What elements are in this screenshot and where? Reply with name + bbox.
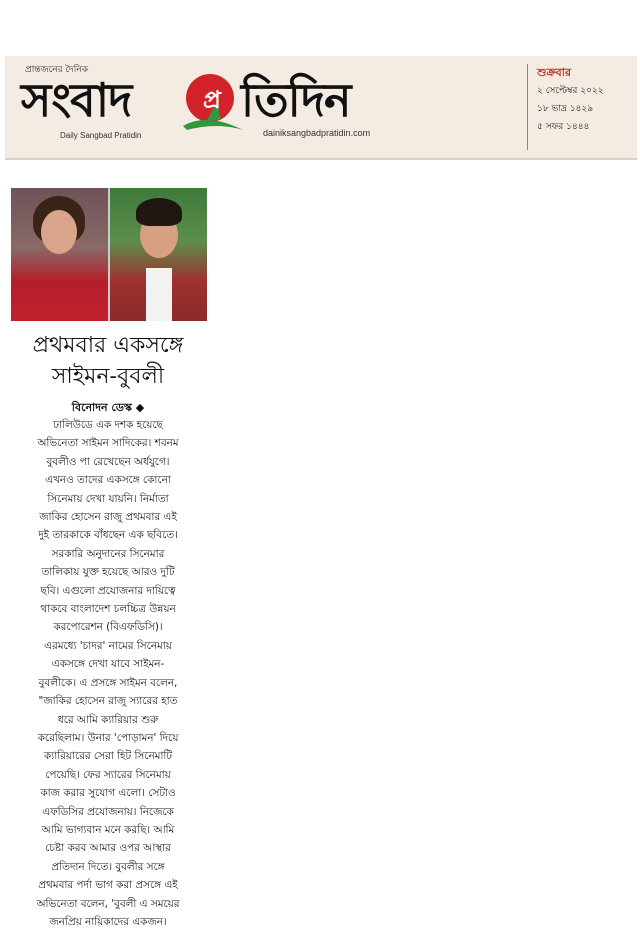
body-line: সরকারি অনুদানের সিনেমার [51,547,165,560]
date-gregorian: ২ সেপ্টেম্বর ২০২২ [537,86,604,96]
body-line: ধরে আমি ক্যারিয়ার শুরু [57,713,159,726]
body-line: জাকির হোসেন রাজু প্রথমবার এই [39,511,177,524]
newspaper-header [5,56,637,160]
body-line: এরমধ্যে 'চাদর' নামের সিনেমায় [44,639,172,652]
body-line: একসঙ্গে দেখা যাবে সাইমন- [51,658,165,671]
body-line: সিনেমায় দেখা যায়নি। নির্মাতা [47,492,169,505]
headline-line-2: সাইমন-বুবলী [51,364,165,389]
english-name: Daily Sangbad Pratidin [60,131,142,140]
body-line: ক্যারিয়ারের সেরা হিট সিনেমাটি [43,750,173,763]
website: dainiksangbadpratidin.com [263,128,371,138]
photo-actor-hair [136,198,182,226]
body-line: আমি ভাগ্যবান মনে করছি। আমি [41,823,175,836]
body-line: তালিকায় যুক্ত হয়েছে আরও দুটি [41,566,175,579]
body-line: ছবি। এগুলো প্রযোজনার দায়িত্বে [40,584,176,597]
body-line: কাজ করার সুযোগ এলো। সেটাও [40,787,176,800]
body-line: বুবলীও পা রেখেছেন অর্ধযুগে। [46,455,170,468]
photo-actress-face [41,210,77,254]
body-line: প্রথমবার পর্দা ভাগ করা প্রসঙ্গে এই [38,879,178,892]
body-line: এখনও তাদের একসঙ্গে কোনো [45,474,171,487]
body-line: অভিনেতা সাইমন সাদিকের। শবনম [37,437,179,450]
body-line: বুবলীকে। এ প্রসঙ্গে সাইমন বলেন, [38,676,178,689]
body-line: চেষ্টা করব আমার ওপর আস্থার [45,842,171,855]
date-block [537,64,637,136]
body-line: করপোরেশন (বিএফডিসি)। [53,621,163,634]
photo-actor [110,188,207,321]
body-line: পেয়েছি। ফের স্যারের সিনেমায় [45,768,171,781]
masthead-right: তিদিন [241,73,351,127]
headline-line-1: প্রথমবার একসঙ্গে [32,333,184,358]
logo-letter: প্র [203,85,221,114]
date-day: শুক্রবার [537,66,572,79]
article-photos [11,188,207,321]
body-line: দুই তারকাকে বাঁধছেন এক ছবিতে। [38,529,178,542]
article-headline [8,330,208,392]
body-line: থাকবে বাংলাদেশ চলচ্চিত্র উন্নয়ন [40,603,176,616]
header-divider [527,64,528,150]
body-line: জনপ্রিয় নায়িকাদের একজন। [49,915,167,928]
masthead-left: সংবাদ [21,73,132,127]
body-line: করেছিলাম। উনার 'পোড়ামন' দিয়ে [37,731,179,744]
date-bangla: ১৮ ভাদ্র ১৪২৯ [537,104,594,114]
article-body [8,416,208,931]
body-line: "জাকির হোসেন রাজু স্যারের হাত [38,695,178,708]
photo-actress [11,188,108,321]
body-line: এফডিসির প্রযোজনায়। নিজেকে [42,805,174,818]
body-line: প্রতিদান দিতে। বুবলীর সঙ্গে [51,860,165,873]
body-line: অভিনেতা বলেন, 'বুবলী এ সময়ের [36,897,180,910]
body-line: ঢালিউডে এক দশক হয়েছে [53,419,163,431]
byline: বিনোদন ডেস্ক ◆ [71,401,145,414]
date-hijri: ৫ সফর ১৪৪৪ [537,122,590,132]
tagline: প্রান্তজনের দৈনিক [25,65,88,75]
photo-actor-shirt [146,268,172,321]
